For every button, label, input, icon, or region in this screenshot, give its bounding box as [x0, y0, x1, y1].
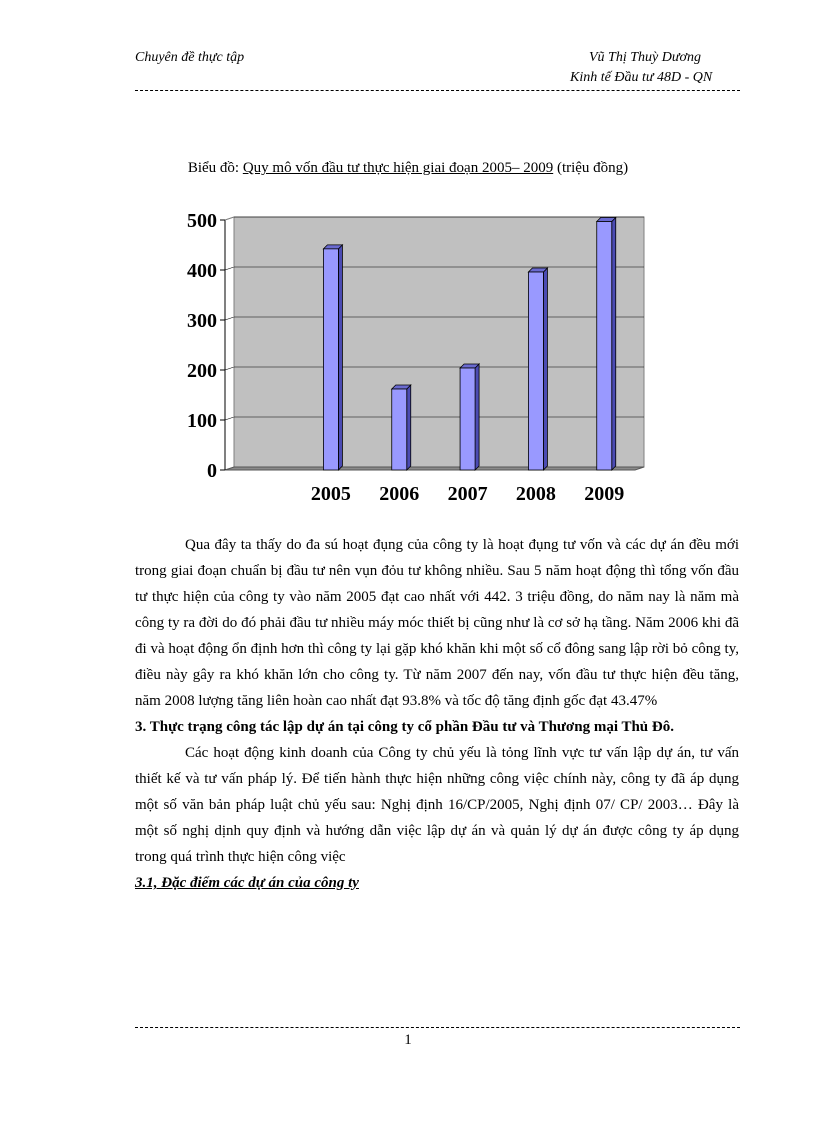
y-tick-label: 500 — [187, 210, 217, 232]
bar-chart — [170, 205, 660, 515]
y-tick-label: 100 — [187, 410, 217, 432]
section-3-heading: 3. Thực trạng công tác lập dự án tại công ty cổ phần Đầu tư và Thương mại Thủ Đô. — [135, 719, 674, 735]
bar-side — [612, 218, 616, 471]
bar-2005 — [323, 249, 338, 470]
x-tick-label: 2008 — [515, 483, 556, 505]
y-tick-label: 300 — [187, 310, 217, 332]
bar-2009 — [597, 222, 612, 471]
bar-top — [460, 364, 479, 368]
bar-top — [323, 245, 342, 249]
bar-side — [338, 245, 342, 470]
x-tick-label: 2009 — [584, 483, 625, 505]
bar-2006 — [392, 389, 407, 470]
bar-side — [543, 268, 547, 470]
bar-2008 — [528, 272, 543, 470]
bar-2007 — [460, 368, 475, 470]
header-left: Chuyên đề thực tập — [135, 50, 245, 65]
body-text — [135, 532, 739, 896]
chart-caption-title: Quy mô vốn đầu tư thực hiện giai đoạn 2005– 2009 — [242, 160, 554, 176]
chart-caption — [0, 160, 816, 177]
y-tick-label: 400 — [187, 260, 217, 282]
footer-rule — [135, 1027, 740, 1028]
bar-top — [597, 218, 616, 222]
x-tick-label: 2006 — [379, 483, 420, 505]
chart-caption-prefix: Biểu đồ: — [187, 160, 243, 176]
bar-side — [407, 385, 411, 470]
paragraph-1: Qua đây ta thấy do đa sú hoạt đụng của công ty là hoạt đụng tư vốn và các dự án đều mới trong giai đoạn chuẩn bị đầu tư nên vụn đỏu tư không nhiều. Sau 5 năm hoạt động thì tổng vốn đầu tư thực hiện của công ty vào năm 2005 đạt cao nhất với 442. 3 triệu đồng, do năm nay là năm mà công ty ra đời do đó phải đầu tư nhiều máy móc thiết bị cũng như là cơ sở hạ tầng. Năm 2006 khi đã đi và hoạt động ổn định hơn thì công ty lại gặp khó khăn khi một số cổ đông sang lập rời bỏ công ty, điều này gây ra khó khăn lớn cho công ty. Từ năm 2007 đến nay, vốn đầu tư thực hiện đều tăng, năm 2008 lượng tăng liên hoàn cao nhất đạt 93.8% và tốc độ tăng định gốc đạt 43.47% — [135, 537, 739, 709]
x-tick-label: 2005 — [310, 483, 351, 505]
paragraph-2: Các hoạt động kinh doanh của Công ty chủ yếu là tỏng lĩnh vực tư vấn lập dự án, tư vấn thiết kế và tư vấn pháp lý. Để tiến hành thực hiện những công việc chính này, công ty đã áp dụng một số văn bản pháp luật chủ yếu sau: Nghị định 16/CP/2005, Nghị định 07/ CP/ 2003… Đây là một số nghị dịnh quy định và hướng dẫn việc lập dự án và quản lý dự án được công ty áp dụng trong quá trình thực hiện công việc — [135, 745, 739, 865]
header-author: Vũ Thị Thuỳ Dương — [589, 50, 701, 65]
chart-floor — [225, 467, 644, 470]
chart-caption-suffix: (triệu đồng) — [553, 160, 629, 176]
y-tick-label: 0 — [207, 460, 217, 482]
header-department: Kinh tế Đầu tư 48D - QN — [570, 70, 713, 85]
page-number: 1 — [404, 1032, 412, 1048]
x-tick-label: 2007 — [447, 483, 488, 505]
header-rule — [135, 90, 740, 91]
bar-side — [475, 364, 479, 470]
bar-top — [392, 385, 411, 389]
bar-top — [528, 268, 547, 272]
subsection-3-1-heading: 3.1, Đặc điểm các dự án của công ty — [135, 875, 359, 891]
chart-back-wall — [234, 217, 644, 467]
y-tick-label: 200 — [187, 360, 217, 382]
